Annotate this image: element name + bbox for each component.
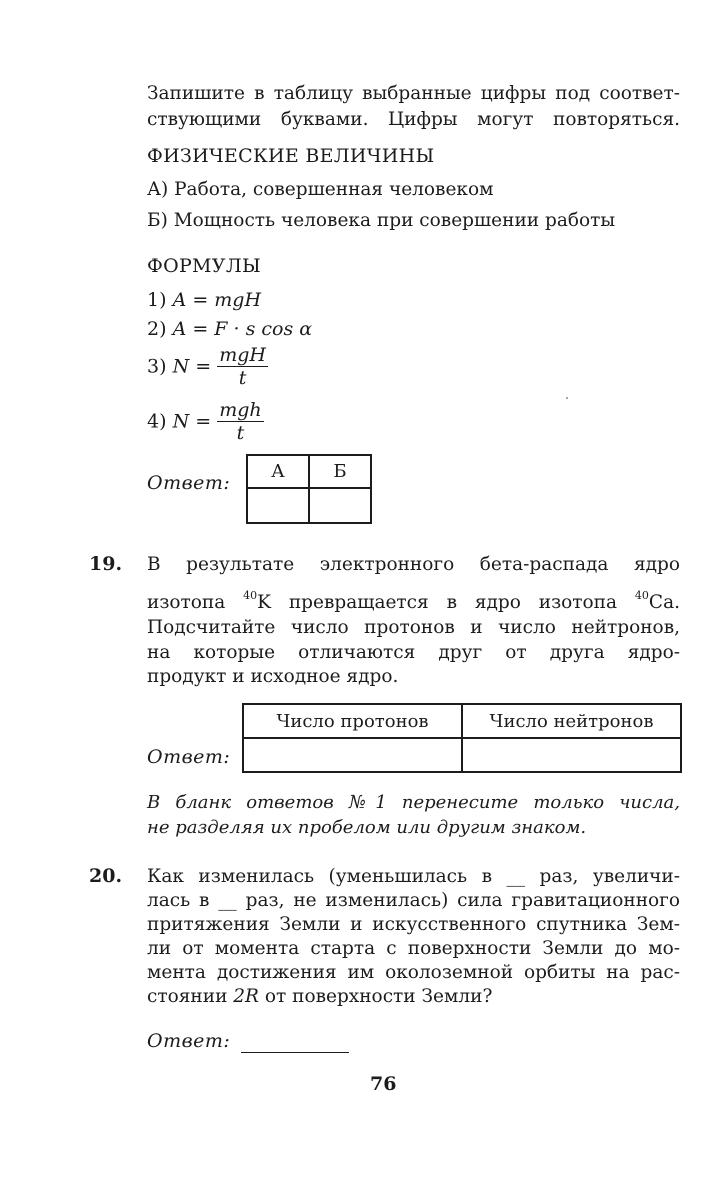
question-number-19: 19. bbox=[89, 553, 123, 575]
quantity-item-b: Б) Мощность человека при совершении работы bbox=[147, 210, 616, 231]
formula-fraction bbox=[217, 344, 268, 389]
formula-text: A = F · s cos α bbox=[172, 318, 313, 340]
question-number-20: 20. bbox=[89, 865, 123, 887]
formulas-heading: ФОРМУЛЫ bbox=[147, 255, 261, 277]
q20-line-1: Как изменилась (уменьшилась в __ раз, увеличи- bbox=[147, 866, 680, 887]
header-cell-a: А bbox=[247, 455, 309, 488]
mass-number: 40 bbox=[243, 589, 258, 602]
formula-2 bbox=[147, 317, 312, 341]
answer-cell-a[interactable] bbox=[247, 488, 309, 523]
q19-note-2: не разделяя их пробелом или другим знаком. bbox=[147, 817, 587, 838]
element-symbol: Ca. bbox=[648, 592, 680, 613]
q20-line-4: ли от момента старта с поверхности Земли до мо- bbox=[147, 938, 680, 959]
header-cell-b: Б bbox=[309, 455, 371, 488]
answer-label-text: Ответ: bbox=[147, 1030, 231, 1052]
answer-label-20 bbox=[147, 1030, 349, 1053]
answer-label-18: Ответ: bbox=[147, 472, 231, 494]
answer-table-19 bbox=[242, 703, 682, 773]
formula-lhs: N = bbox=[172, 355, 212, 378]
fraction-denominator: t bbox=[238, 367, 247, 389]
q19-line-4: на которые отличаются друг от друга ядро- bbox=[147, 642, 680, 663]
physical-quantities-heading: ФИЗИЧЕСКИЕ ВЕЛИЧИНЫ bbox=[147, 145, 435, 167]
formula-4 bbox=[147, 399, 264, 444]
formula-lhs: N = bbox=[172, 410, 212, 433]
intro-line-2: ствующими буквами. Цифры могут повторяться. bbox=[147, 109, 680, 130]
distance-symbol: 2R bbox=[233, 986, 259, 1007]
formula-index: 3) bbox=[147, 355, 167, 378]
q20-line-3: притяжения Земли и искусственного спутника Зем- bbox=[147, 914, 680, 935]
fraction-numerator: mgH bbox=[219, 344, 266, 366]
q19-note-1: В бланк ответов №1 перенесите только числа, bbox=[147, 792, 680, 813]
q20-line-5: мента достижения им околоземной орбиты на рас- bbox=[147, 962, 680, 983]
mass-number: 40 bbox=[634, 589, 649, 602]
q20-text: стоянии bbox=[147, 986, 234, 1007]
answer-blank[interactable] bbox=[241, 1030, 349, 1053]
formula-text: A = mgH bbox=[172, 289, 262, 311]
q19-line-2 bbox=[147, 584, 680, 615]
element-symbol: K bbox=[257, 592, 271, 613]
fraction-denominator: t bbox=[236, 422, 245, 444]
q19-line-3: Подсчитайте число протонов и число нейтронов, bbox=[147, 617, 680, 638]
answer-cell-b[interactable] bbox=[309, 488, 371, 523]
formula-fraction bbox=[217, 399, 263, 444]
formula-index: 4) bbox=[147, 410, 167, 433]
fraction-numerator: mgh bbox=[219, 399, 262, 421]
page-number: 76 bbox=[370, 1073, 397, 1095]
scan-speck bbox=[566, 397, 568, 399]
quantity-item-a: А) Работа, совершенная человеком bbox=[147, 179, 494, 200]
q19-text: изотопа bbox=[147, 592, 244, 613]
q20-line-6 bbox=[147, 985, 492, 1009]
answer-label-19: Ответ: bbox=[147, 746, 231, 768]
formula-index: 1) bbox=[147, 289, 167, 311]
formula-1 bbox=[147, 288, 261, 312]
answer-cell-neutrons[interactable] bbox=[462, 738, 681, 772]
q19-line-5: продукт и исходное ядро. bbox=[147, 666, 399, 687]
formula-index: 2) bbox=[147, 318, 167, 340]
q20-text: от поверхности Земли? bbox=[258, 986, 493, 1007]
q20-line-2: лась в __ раз, не изменилась) сила гравитационного bbox=[147, 890, 680, 911]
formula-3 bbox=[147, 344, 268, 389]
answer-cell-protons[interactable] bbox=[243, 738, 462, 772]
q19-line-1: В результате электронного бета-распада ядро bbox=[147, 554, 680, 575]
intro-line-1: Запишите в таблицу выбранные цифры под соответ- bbox=[147, 83, 680, 104]
q19-text: превращается в ядро изотопа bbox=[270, 592, 635, 613]
header-cell-protons: Число протонов bbox=[243, 704, 462, 738]
answer-table-18 bbox=[246, 454, 372, 524]
header-cell-neutrons: Число нейтронов bbox=[462, 704, 681, 738]
